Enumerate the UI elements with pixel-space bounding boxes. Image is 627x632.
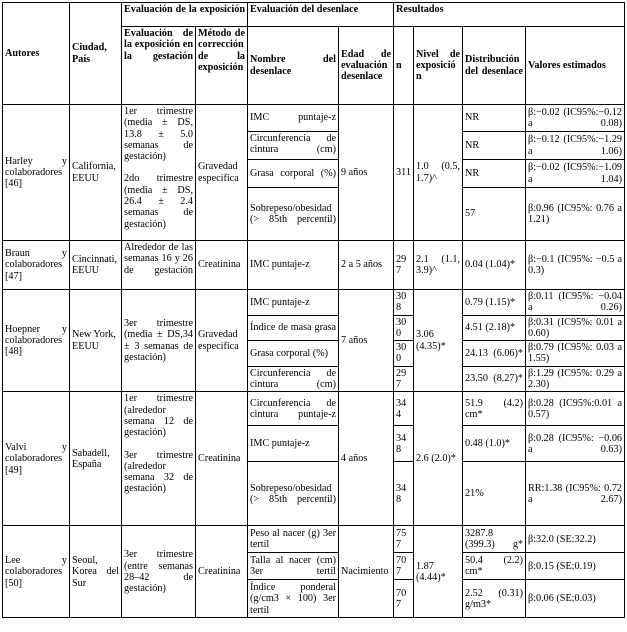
table-row bbox=[3, 290, 625, 316]
cell-desenlace: Índice ponderal (g/cm3 × 100) 3er tertil bbox=[248, 580, 339, 618]
header-exposicion-gestacion: Evaluación de la exposición en la gestación bbox=[122, 27, 196, 105]
cell-autores: Braun y colaboradores [47] bbox=[3, 241, 70, 290]
cell-distribucion: 4.51 (2.18)* bbox=[463, 315, 526, 341]
cell-n: 757 bbox=[394, 526, 414, 553]
cell-exposicion: 3er trimestre (entre semanas 28–42 de gestación) bbox=[122, 526, 196, 618]
header-edad-evaluacion: Edad de evaluación desenlace bbox=[339, 27, 394, 105]
cell-valor: β:0.06 (SE:0.03) bbox=[526, 580, 625, 618]
cell-exposicion bbox=[122, 392, 196, 526]
cell-nivel: 1.87 (4.44)* bbox=[414, 526, 463, 618]
cell-desenlace: IMC puntaje-z bbox=[248, 241, 339, 290]
table-row bbox=[3, 392, 625, 426]
cell-metodo: Creatinina bbox=[196, 526, 248, 618]
cell-desenlace: IMC puntaje-z bbox=[248, 290, 339, 316]
cell-ciudad: New York, EEUU bbox=[70, 290, 122, 392]
cell-n: 297 bbox=[394, 366, 414, 392]
cell-distribucion: 51.9 (4.2) cm* bbox=[463, 392, 526, 426]
cell-autores: Hoepner y colaboradores [48] bbox=[3, 290, 70, 392]
cell-distribucion: 24.13 (6.06)* bbox=[463, 341, 526, 367]
cell-metodo: Gravedad específica bbox=[196, 290, 248, 392]
cell-valor: β:0.15 (SE:0.19) bbox=[526, 553, 625, 580]
cell-valor: β:−0.12 (IC95%:−1.29 a 1.06) bbox=[526, 132, 625, 160]
cell-distribucion: 0.04 (1.04)* bbox=[463, 241, 526, 290]
cell-n: 311 bbox=[394, 105, 414, 241]
cell-valor: β:0.28 (IC95%:0.01 a 0.57) bbox=[526, 392, 625, 426]
cell-n: 348 bbox=[394, 426, 414, 462]
cell-distribucion: NR bbox=[463, 132, 526, 160]
cell-n: 344 bbox=[394, 392, 414, 426]
cell-autores: Lee y colaboradores [50] bbox=[3, 526, 70, 618]
cell-n: 300 bbox=[394, 315, 414, 341]
cell-metodo: Creatinina bbox=[196, 241, 248, 290]
cell-desenlace: Sobrepeso/obesidad (> 85th percentil) bbox=[248, 188, 339, 241]
cell-valor: β:0.31 (IC95%: 0.01 a 0.60) bbox=[526, 315, 625, 341]
table-row bbox=[3, 241, 625, 290]
table-row bbox=[3, 526, 625, 553]
cell-valor: RR:1.38 (IC95%: 0.72 a 2.67) bbox=[526, 462, 625, 526]
cell-valor: β:0.79 (IC95%: 0.03 a 1.55) bbox=[526, 341, 625, 367]
table-row bbox=[3, 105, 625, 132]
cell-distribucion: 0.48 (1.0)* bbox=[463, 426, 526, 462]
header-n: n bbox=[394, 27, 414, 105]
cell-exposicion bbox=[122, 105, 196, 241]
cell-edad: Nacimiento bbox=[339, 526, 394, 618]
cell-metodo: Gravedad específica bbox=[196, 105, 248, 241]
exposicion-periodo-2: 2do trimestre (media ± DS, 26.4 ± 2.4 semanas de gestación) bbox=[124, 173, 193, 230]
cell-distribucion: 2.52 (0.31) g/m3* bbox=[463, 580, 526, 618]
cell-valor: β:−0.1 (IC95%: −0.5 a 0.3) bbox=[526, 241, 625, 290]
header-resultados: Resultados bbox=[394, 3, 625, 27]
cell-valor: β:1.29 (IC95%: 0.29 a 2.30) bbox=[526, 366, 625, 392]
cell-exposicion: 3er trimestre (media ± DS,34 ± 3 semanas de gestación) bbox=[122, 290, 196, 392]
cell-valor: β:0.96 (IC95%: 0.76 a 1.21) bbox=[526, 188, 625, 241]
cell-edad: 9 años bbox=[339, 105, 394, 241]
cell-edad: 4 años bbox=[339, 392, 394, 526]
cell-valor: β:0.28 (IC95%: −0.06 a 0.63) bbox=[526, 426, 625, 462]
cell-desenlace: IMC puntaje-z bbox=[248, 426, 339, 462]
cell-exposicion: Alrededor de las semanas 16 y 26 de gestación bbox=[122, 241, 196, 290]
cell-ciudad: Seoul, Korea del Sur bbox=[70, 526, 122, 618]
cell-edad: 7 años bbox=[339, 290, 394, 392]
cell-n: 300 bbox=[394, 341, 414, 367]
cell-nivel: 1.0 (0.5, 1.7)^ bbox=[414, 105, 463, 241]
cell-ciudad: Sabadell, España bbox=[70, 392, 122, 526]
cell-desenlace: Circunferencia de cintura (cm) bbox=[248, 132, 339, 160]
cell-nivel: 2.6 (2.0)* bbox=[414, 392, 463, 526]
cell-valor: β:−0.02 (IC95%:−1.09 a 1.04) bbox=[526, 160, 625, 188]
cell-n: 308 bbox=[394, 290, 414, 316]
cell-desenlace: Peso al nacer (g) 3er tertil bbox=[248, 526, 339, 553]
cell-valor: β:−0.02 (IC95%:−0.12 a 0.08) bbox=[526, 105, 625, 132]
cell-distribucion: 0.79 (1.15)* bbox=[463, 290, 526, 316]
cell-n: 707 bbox=[394, 553, 414, 580]
header-distribucion: Distribución del desenlace bbox=[463, 27, 526, 105]
cell-metodo: Creatinina bbox=[196, 392, 248, 526]
cell-desenlace: Circunferencia de cintura puntaje-z bbox=[248, 392, 339, 426]
cell-ciudad: Cincinnati, EEUU bbox=[70, 241, 122, 290]
header-valores-estimados: Valores estimados bbox=[526, 27, 625, 105]
cell-valor: β:32.0 (SE:32.2) bbox=[526, 526, 625, 553]
cell-desenlace: Circunferencia de cintura (cm) bbox=[248, 366, 339, 392]
cell-distribucion: NR bbox=[463, 160, 526, 188]
cell-desenlace: Índice de masa grasa bbox=[248, 315, 339, 341]
cell-ciudad: California, EEUU bbox=[70, 105, 122, 241]
cell-nivel: 3.06 (4.35)* bbox=[414, 290, 463, 392]
cell-distribucion: 3287.8 (399.3) g* bbox=[463, 526, 526, 553]
header-ciudad: Ciudad, País bbox=[70, 3, 122, 105]
cell-n: 297 bbox=[394, 241, 414, 290]
header-nombre-desenlace: Nombre del desenlace bbox=[248, 27, 339, 105]
header-evaluacion-desenlace: Evaluación del desenlace bbox=[248, 3, 394, 27]
cell-desenlace: Talla al nacer (cm) 3er tertil bbox=[248, 553, 339, 580]
cell-desenlace: Sobrepeso/obesidad (> 85th percentil) bbox=[248, 462, 339, 526]
cell-distribucion: 50.4 (2.2) cm* bbox=[463, 553, 526, 580]
header-evaluacion-exposicion: Evaluación de la exposición bbox=[122, 3, 248, 27]
cell-autores: Valvi y colaboradores [49] bbox=[3, 392, 70, 526]
cell-distribucion: 21% bbox=[463, 462, 526, 526]
header-autores: Autores bbox=[3, 3, 70, 105]
studies-table bbox=[2, 2, 625, 618]
cell-valor: β:0.11 (IC95%: −0.04 a 0.26) bbox=[526, 290, 625, 316]
cell-autores: Harley y colaboradores [46] bbox=[3, 105, 70, 241]
cell-distribucion: 57 bbox=[463, 188, 526, 241]
exposicion-periodo-1: 1er trimestre (media ± DS, 13.8 ± 5.0 semanas de gestación) bbox=[124, 106, 193, 163]
exposicion-periodo-2: 3er trimestre (alrededor semana 32 de gestación) bbox=[124, 449, 193, 495]
cell-edad: 2 a 5 años bbox=[339, 241, 394, 290]
exposicion-periodo-1: 1er trimestre (alrededor semana 12 de gestación) bbox=[124, 393, 193, 439]
cell-distribucion: 23.50 (8.27)* bbox=[463, 366, 526, 392]
cell-n: 707 bbox=[394, 580, 414, 618]
cell-n: 348 bbox=[394, 462, 414, 526]
cell-desenlace: Grasa corporal (%) bbox=[248, 160, 339, 188]
header-nivel-exposicion: Nivel de exposición bbox=[414, 27, 463, 105]
cell-desenlace: IMC puntaje-z bbox=[248, 105, 339, 132]
cell-nivel: 2.1 (1.1, 3.9)^ bbox=[414, 241, 463, 290]
cell-distribucion: NR bbox=[463, 105, 526, 132]
cell-desenlace: Grasa corporal (%) bbox=[248, 341, 339, 367]
header-metodo-correccion: Método de corrección de la exposición bbox=[196, 27, 248, 105]
